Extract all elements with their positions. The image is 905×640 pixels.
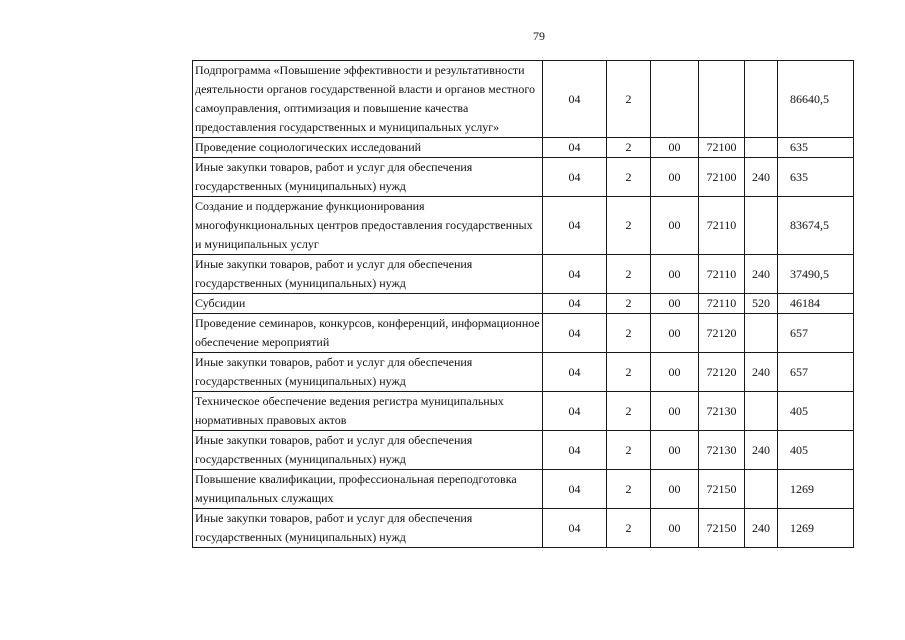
program-cell: 2 (607, 197, 651, 255)
amount-cell: 657 (778, 353, 854, 392)
section-cell: 04 (543, 61, 607, 138)
table-row (193, 294, 854, 314)
direction-cell: 72150 (699, 509, 745, 548)
row-name-cell: Иные закупки товаров, работ и услуг для обеспечения государственных (муниципальных) нужд (193, 255, 543, 294)
program-cell: 2 (607, 431, 651, 470)
row-name-cell: Создание и поддержание функционирования многофункциональных центров предоставления государственных и муниципальных услуг (193, 197, 543, 255)
program-cell: 2 (607, 255, 651, 294)
section-cell: 04 (543, 470, 607, 509)
direction-cell: 72110 (699, 255, 745, 294)
section-cell: 04 (543, 255, 607, 294)
amount-cell: 405 (778, 431, 854, 470)
section-cell: 04 (543, 392, 607, 431)
direction-cell: 72150 (699, 470, 745, 509)
subprogram-cell: 00 (651, 255, 699, 294)
expense-type-cell (745, 197, 778, 255)
subprogram-cell: 00 (651, 138, 699, 158)
table-row (193, 61, 854, 138)
table-row (193, 392, 854, 431)
table-row (193, 314, 854, 353)
row-name-cell: Иные закупки товаров, работ и услуг для обеспечения государственных (муниципальных) нужд (193, 431, 543, 470)
row-name-cell: Проведение социологических исследований (193, 138, 543, 158)
row-name-cell: Повышение квалификации, профессиональная переподготовка муниципальных служащих (193, 470, 543, 509)
program-cell: 2 (607, 138, 651, 158)
amount-cell: 635 (778, 158, 854, 197)
table-row (193, 509, 854, 548)
row-name-cell: Иные закупки товаров, работ и услуг для обеспечения государственных (муниципальных) нужд (193, 158, 543, 197)
subprogram-cell: 00 (651, 431, 699, 470)
subprogram-cell: 00 (651, 294, 699, 314)
direction-cell: 72100 (699, 138, 745, 158)
expense-type-cell: 240 (745, 431, 778, 470)
amount-cell: 83674,5 (778, 197, 854, 255)
program-cell: 2 (607, 61, 651, 138)
direction-cell (699, 61, 745, 138)
expense-type-cell (745, 392, 778, 431)
amount-cell: 37490,5 (778, 255, 854, 294)
direction-cell: 72130 (699, 431, 745, 470)
section-cell: 04 (543, 431, 607, 470)
subprogram-cell: 00 (651, 509, 699, 548)
section-cell: 04 (543, 509, 607, 548)
program-cell: 2 (607, 392, 651, 431)
section-cell: 04 (543, 158, 607, 197)
expense-type-cell: 240 (745, 509, 778, 548)
amount-cell: 657 (778, 314, 854, 353)
expense-type-cell: 240 (745, 353, 778, 392)
amount-cell: 1269 (778, 509, 854, 548)
subprogram-cell (651, 61, 699, 138)
row-name-cell: Иные закупки товаров, работ и услуг для обеспечения государственных (муниципальных) нужд (193, 353, 543, 392)
expense-type-cell (745, 314, 778, 353)
program-cell: 2 (607, 314, 651, 353)
program-cell: 2 (607, 509, 651, 548)
row-name-cell: Подпрограмма «Повышение эффективности и результативности деятельности органов государственной власти и органов местного самоуправления, оптимизация и повышение качества предоставления государственных и муниципальных услуг» (193, 61, 543, 138)
table-row (193, 138, 854, 158)
amount-cell: 86640,5 (778, 61, 854, 138)
expense-type-cell: 240 (745, 158, 778, 197)
program-cell: 2 (607, 353, 651, 392)
section-cell: 04 (543, 294, 607, 314)
program-cell: 2 (607, 294, 651, 314)
section-cell: 04 (543, 353, 607, 392)
row-name-cell: Техническое обеспечение ведения регистра муниципальных нормативных правовых актов (193, 392, 543, 431)
expense-type-cell (745, 470, 778, 509)
direction-cell: 72110 (699, 197, 745, 255)
expense-type-cell: 240 (745, 255, 778, 294)
direction-cell: 72120 (699, 353, 745, 392)
expense-type-cell (745, 61, 778, 138)
direction-cell: 72100 (699, 158, 745, 197)
direction-cell: 72110 (699, 294, 745, 314)
program-cell: 2 (607, 158, 651, 197)
direction-cell: 72130 (699, 392, 745, 431)
table-row (193, 353, 854, 392)
program-cell: 2 (607, 470, 651, 509)
page-number: 79 (533, 29, 545, 43)
subprogram-cell: 00 (651, 197, 699, 255)
subprogram-cell: 00 (651, 470, 699, 509)
subprogram-cell: 00 (651, 158, 699, 197)
table-row (193, 431, 854, 470)
table-row (193, 197, 854, 255)
section-cell: 04 (543, 314, 607, 353)
table-row (193, 158, 854, 197)
table-row (193, 255, 854, 294)
table-row (193, 470, 854, 509)
section-cell: 04 (543, 138, 607, 158)
amount-cell: 635 (778, 138, 854, 158)
subprogram-cell: 00 (651, 392, 699, 431)
row-name-cell: Проведение семинаров, конкурсов, конференций, информационное обеспечение мероприятий (193, 314, 543, 353)
subprogram-cell: 00 (651, 314, 699, 353)
expense-type-cell (745, 138, 778, 158)
amount-cell: 405 (778, 392, 854, 431)
section-cell: 04 (543, 197, 607, 255)
budget-table (192, 60, 854, 548)
expense-type-cell: 520 (745, 294, 778, 314)
row-name-cell: Субсидии (193, 294, 543, 314)
amount-cell: 1269 (778, 470, 854, 509)
amount-cell: 46184 (778, 294, 854, 314)
subprogram-cell: 00 (651, 353, 699, 392)
row-name-cell: Иные закупки товаров, работ и услуг для обеспечения государственных (муниципальных) нужд (193, 509, 543, 548)
direction-cell: 72120 (699, 314, 745, 353)
